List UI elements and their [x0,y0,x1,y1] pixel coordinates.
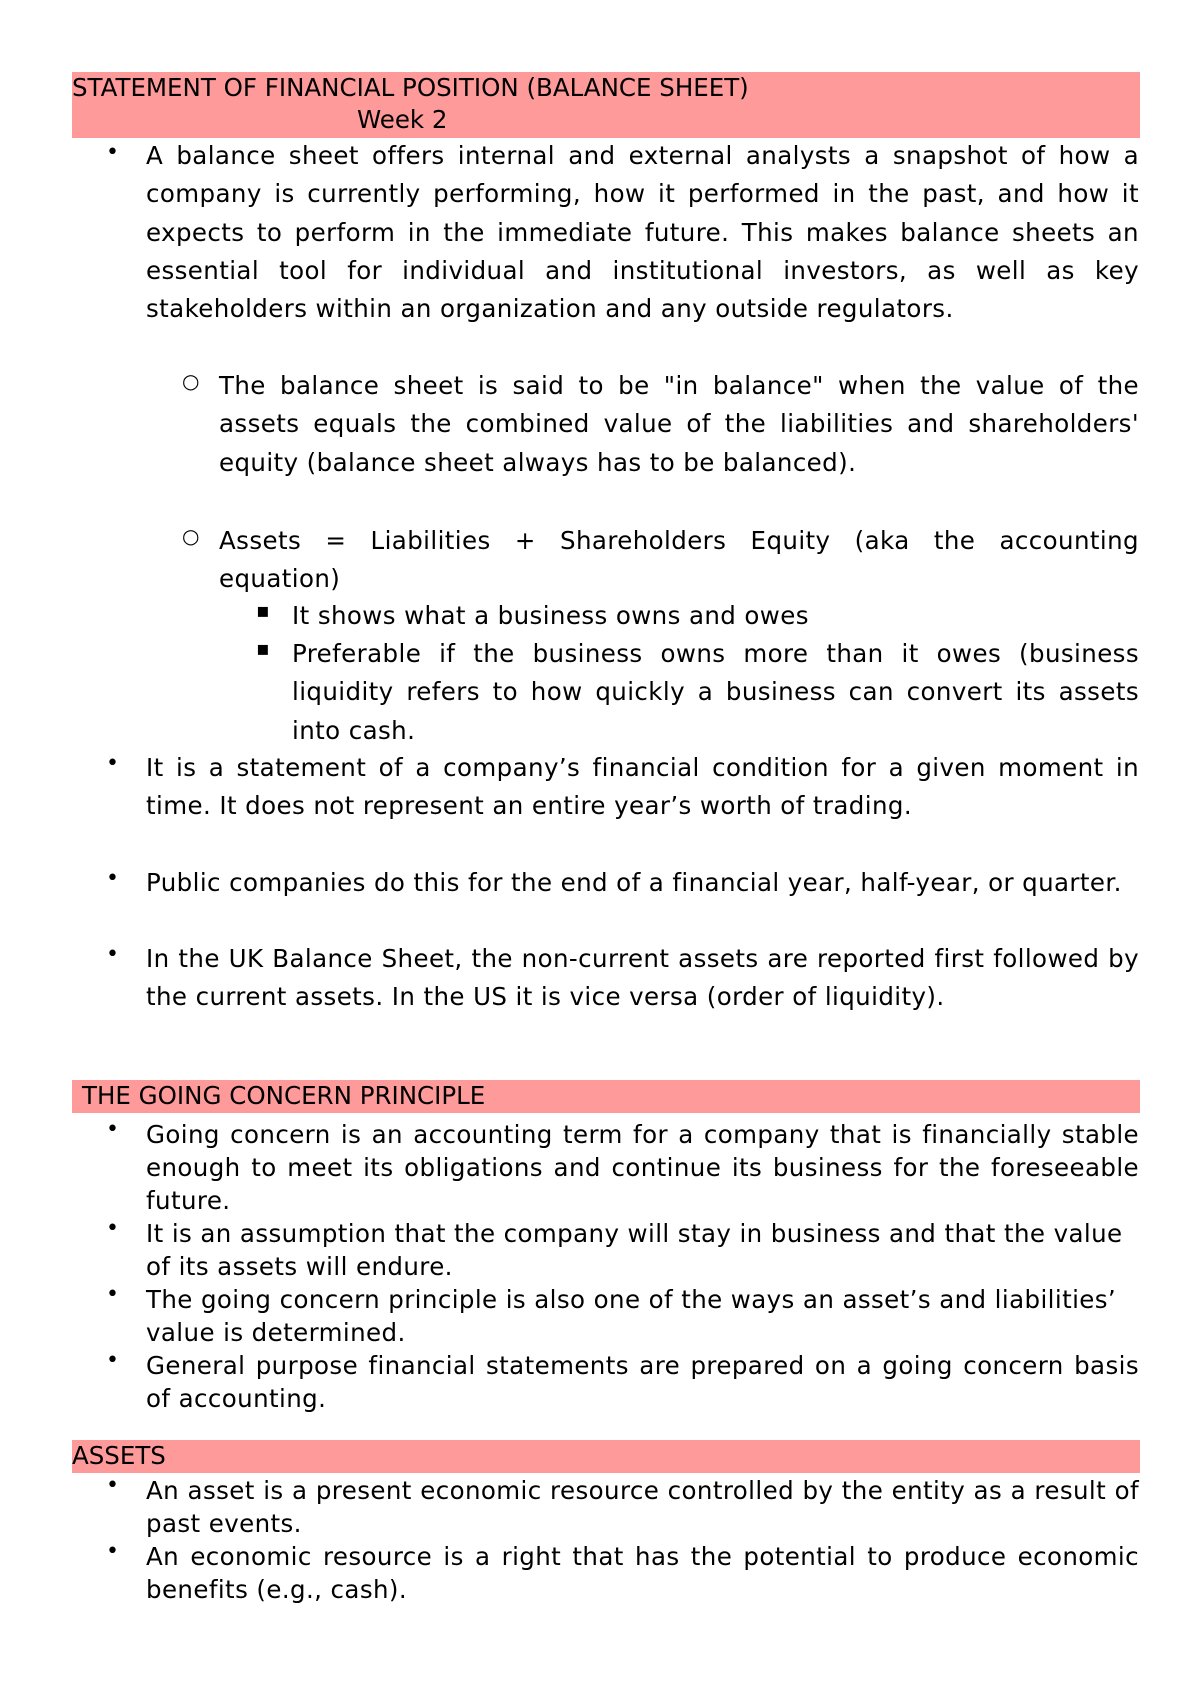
square-bullet-glyph: ▪ [256,636,270,660]
circle-bullet-glyph: ○ [182,369,200,393]
section-header-balance-sheet [72,72,1140,138]
bullet-glyph: • [106,1348,119,1373]
bullet-glyph: • [106,1216,119,1241]
list-item: An asset is a present economic resource controlled by the entity as a result of past events. [146,1476,1139,1538]
section-header-assets [72,1440,1140,1473]
list-item: It is an assumption that the company will stay in business and that the value of its assets will endure. [146,1219,1123,1281]
list-item: Assets = Liabilities + Shareholders Equity (aka the accounting equation) [219,526,1139,594]
list-item: Preferable if the business owns more than it owes (business liquidity refers to how quickly a business can convert its assets into cash. [292,639,1139,745]
bullet-glyph: • [106,1473,119,1498]
bullet-glyph: • [106,1539,119,1564]
bullet-glyph: • [106,1282,119,1307]
section-subtitle: Week 2 [357,105,448,134]
list-item: In the UK Balance Sheet, the non-current assets are reported first followed by the current assets. In the US it is vice versa (order of liquidity). [146,944,1139,1012]
bullet-glyph: • [106,1117,119,1142]
square-bullet-glyph: ▪ [256,598,270,622]
section-title: ASSETS [72,1441,166,1470]
section-title: STATEMENT OF FINANCIAL POSITION (BALANCE SHEET) [72,73,749,102]
bullet-glyph: • [106,140,119,165]
list-item: A balance sheet offers internal and external analysts a snapshot of how a company is currently performing, how it performed in the past, and how it expects to perform in the immediate future. This makes balance sheets an essential tool for individual and institutional investors, as well as key stakeholders within an organization and any outside regulators. [146,141,1139,324]
bullet-glyph: • [106,751,119,776]
list-item: It shows what a business owns and owes [292,601,809,630]
list-item: An economic resource is a right that has the potential to produce economic benefits (e.g., cash). [146,1542,1139,1604]
list-item: The going concern principle is also one of the ways an asset’s and liabilities’ value is determined. [146,1285,1117,1347]
list-item: It is a statement of a company’s financial condition for a given moment in time. It does not represent an entire year’s worth of trading. [146,753,1139,821]
bullet-glyph: • [106,866,119,891]
list-item: The balance sheet is said to be "in balance" when the value of the assets equals the combined value of the liabilities and shareholders' equity (balance sheet always has to be balanced). [219,371,1139,477]
bullet-glyph: • [106,942,119,967]
section-title: THE GOING CONCERN PRINCIPLE [82,1081,486,1110]
list-item: Public companies do this for the end of a financial year, half-year, or quarter. [146,868,1122,897]
circle-bullet-glyph: ○ [182,524,200,548]
list-item: Going concern is an accounting term for a company that is financially stable enough to meet its obligations and continue its business for the foreseeable future. [146,1120,1139,1215]
list-item: General purpose financial statements are prepared on a going concern basis of accounting. [146,1351,1139,1413]
section-header-going-concern [72,1080,1140,1113]
